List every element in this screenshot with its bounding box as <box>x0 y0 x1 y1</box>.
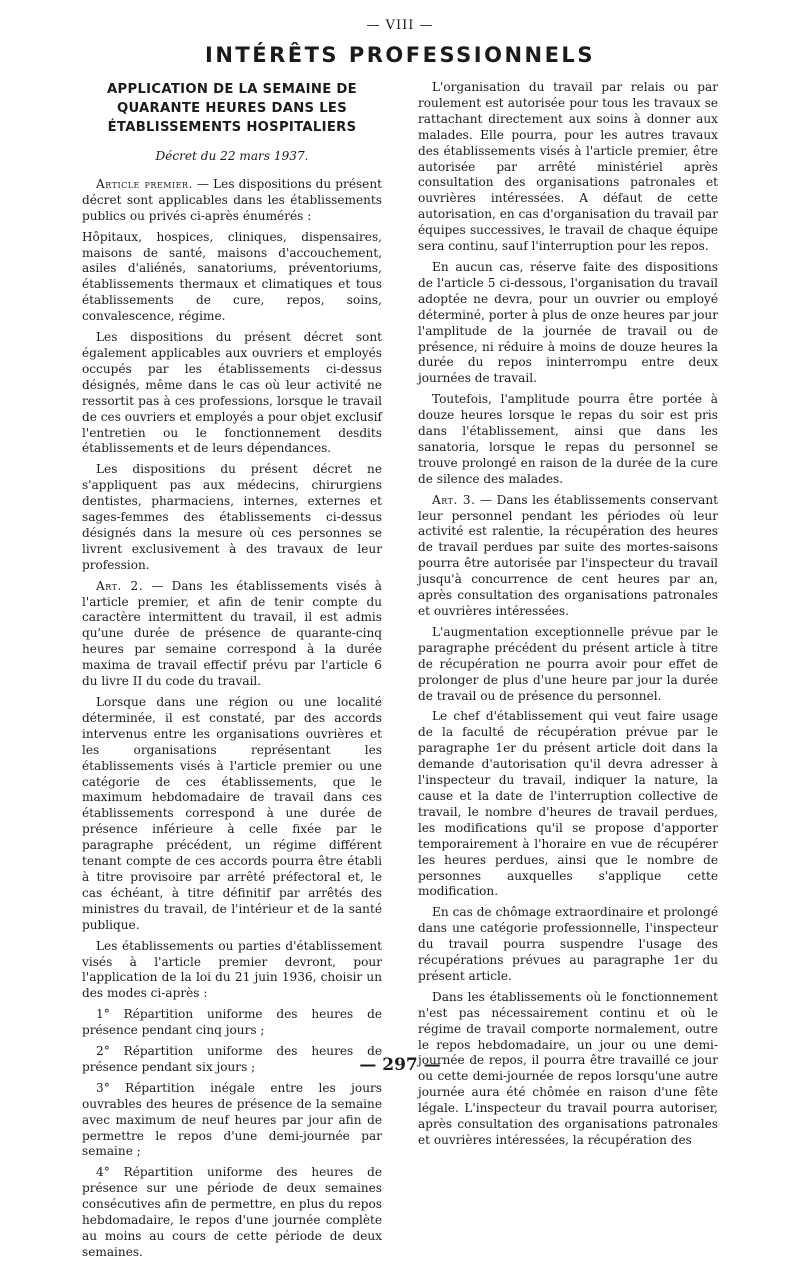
paragraph: Les dispositions du présent décret ne s'appliquent pas aux médecins, chirurgiens dentistes, pharmaciens, internes, externes et sages-femmes des établissements ci-dessus désignés dans la mesure où ces personnes se livrent exclusivement à des travaux de leur profession. <box>82 462 382 572</box>
paragraph-text: — Dans les établissements conservant leur personnel pendant les périodes où leur activité est ralentie, la récupération des heures de travail perdues par suite des mortes-saisons pourra être autorisée par l'inspecteur du travail jusqu'à concurrence de cent heures par an, après consultation des organisations patronales et ouvrières intéressées. <box>418 492 718 618</box>
paragraph-text: — Les dispositions du présent décret sont applicables dans les établissements publics ou privés ci-après énumérés : <box>82 176 382 223</box>
decree-line: Décret du 22 mars 1937. <box>155 149 309 163</box>
paragraph: En aucun cas, réserve faite des dispositions de l'article 5 ci-dessous, l'organisation du travail adoptée ne devra, pour un ouvrier ou employé déterminé, porter à plus de onze heures par jour l'amplitude de la journée de travail ou de présence, ni réduire à moins de douze heures la durée du repos ininterrompu entre deux journées de travail. <box>418 259 718 386</box>
paragraph: Les établissements ou parties d'établissement visés à l'article premier devront, pour l'application de la loi du 21 juin 1936, choisir un des modes ci-après : <box>82 938 382 1001</box>
article-label: Art. 3. <box>432 492 476 507</box>
paragraph <box>82 177 382 225</box>
paragraph <box>418 493 718 620</box>
paragraph: Les dispositions du présent décret sont également applicables aux ouvriers et employés occupés par les établissements ci-dessus désignés, même dans le cas où leur activité ne ressortit pas à ces professions, lorsque le travail de ces ouvriers et employés a pour objet exclusif l'entretien ou le fonctionnement desdits établissements et de leurs dépendances. <box>82 330 382 456</box>
paragraph: Dans les établissements où le fonctionnement n'est pas nécessairement continu et où le régime de travail comporte normalement, outre le repos hebdomadaire, un jour ou une demi-journée de repos, il pourra être travaillé ce jour ou cette demi-journée de repos lorsqu'une autre journée aura été chômée en raison d'une fête légale. L'inspecteur du travail pourra autoriser, après consultation des organisations patronales et ouvrières intéressées, la récupération des <box>418 989 718 1147</box>
paragraph: Toutefois, l'amplitude pourra être portée à douze heures lorsque le repas du soir est pris dans l'établissement, ainsi que dans les sanatoria, lorsque le repas du personnel se trouve prolongé en raison de la durée de la cure de silence des malades. <box>418 392 718 486</box>
list-item: 1° Répartition uniforme des heures de présence pendant cinq jours ; <box>82 1007 382 1038</box>
article-label: Art. 2. <box>96 578 144 593</box>
right-column <box>418 80 718 1154</box>
page-number: — 297 — <box>359 1055 441 1075</box>
paragraph: L'augmentation exceptionnelle prévue par le paragraphe précédent du présent article à titre de récupération ne pourra avoir pour effet de prolonger de plus d'une heure par jour la durée de travail ou de présence du personnel. <box>418 624 718 703</box>
section-title: INTÉRÊTS PROFESSIONNELS <box>205 43 595 67</box>
paragraph: Le chef d'établissement qui veut faire usage de la faculté de récupération prévue par le paragraphe 1er du présent article doit dans la demande d'autorisation qu'il devra adresser à l'inspecteur du travail, indiquer la nature, la cause et la date de l'interruption collective de travail, le nombre d'heures de travail perdues, les modifications qu'il se propose d'apporter temporairement à l'horaire en vue de récupérer les heures perdues, ainsi que le nombre de personnes auxquelles s'applique cette modification. <box>418 709 718 899</box>
list-item: 3° Répartition inégale entre les jours ouvrables des heures de présence de la semaine avec maximum de neuf heures par jour afin de permettre le repos d'une demi-journée par semaine ; <box>82 1080 382 1159</box>
article-headline: APPLICATION DE LA SEMAINE DE QUARANTE HEURES DANS LES ÉTABLISSEMENTS HOSPITALIERS <box>107 82 357 135</box>
section-number: — VIII — <box>366 18 434 33</box>
paragraph: Hôpitaux, hospices, cliniques, dispensaires, maisons de santé, maisons d'accouchement, asiles d'aliénés, sanatoriums, préventoriums, établissements thermaux et climatiques et tous établissements de cure, repos, soins, convalescence, régime. <box>82 229 382 324</box>
left-column <box>82 80 382 1266</box>
paragraph: En cas de chômage extraordinaire et prolongé dans une catégorie professionnelle, l'inspecteur du travail pourra suspendre l'usage des récupérations prévues au paragraphe 1er du présent article. <box>418 905 718 983</box>
paragraph <box>82 579 382 690</box>
list-item: 4° Répartition uniforme des heures de présence sur une période de deux semaines consécutives afin de permettre, en plus du repos hebdomadaire, le repos d'une journée complète au moins au cours de cette période de deux semaines. <box>82 1165 382 1259</box>
article-label: Article premier. <box>96 176 193 191</box>
paragraph: Lorsque dans une région ou une localité déterminée, il est constaté, par des accords intervenus entre les organisations ouvrières et les organisations représentant les établissements visés à l'article premier ou une catégorie de ces établissements, que le maximum hebdomadaire de travail dans ces établissements correspond à une durée de présence inférieure à celle fixée par le paragraphe précédent, un régime différent tenant compte de ces accords pourra être établi à titre provisoire par arrêté préfectoral et, le cas échéant, à titre définitif par arrêtés des ministres du travail, de l'intérieur et de la santé publique. <box>82 695 382 932</box>
list-item: 2° Répartition uniforme des heures de présence pendant six jours ; <box>82 1044 382 1074</box>
paragraph: L'organisation du travail par relais ou par roulement est autorisée pour tous les travaux se rattachant directement aux soins à donner aux malades. Elle pourra, pour les autres travaux des établissements visés à l'article premier, être autorisée par arrêté ministériel après consultation des organisations patronales et ouvrières intéressées. A défaut de cette autorisation, en cas d'organisation du travail par équipes successives, le travail de chaque équipe sera continu, sauf l'interruption pour les repos. <box>418 80 718 254</box>
paragraph-text: — Dans les établissements visés à l'article premier, et afin de tenir compte du caractère intermittent du travail, il est admis qu'une durée de présence de quarante-cinq heures par semaine correspond à la durée maxima de travail effectif prévu par l'article 6 du livre II du code du travail. <box>82 578 382 689</box>
